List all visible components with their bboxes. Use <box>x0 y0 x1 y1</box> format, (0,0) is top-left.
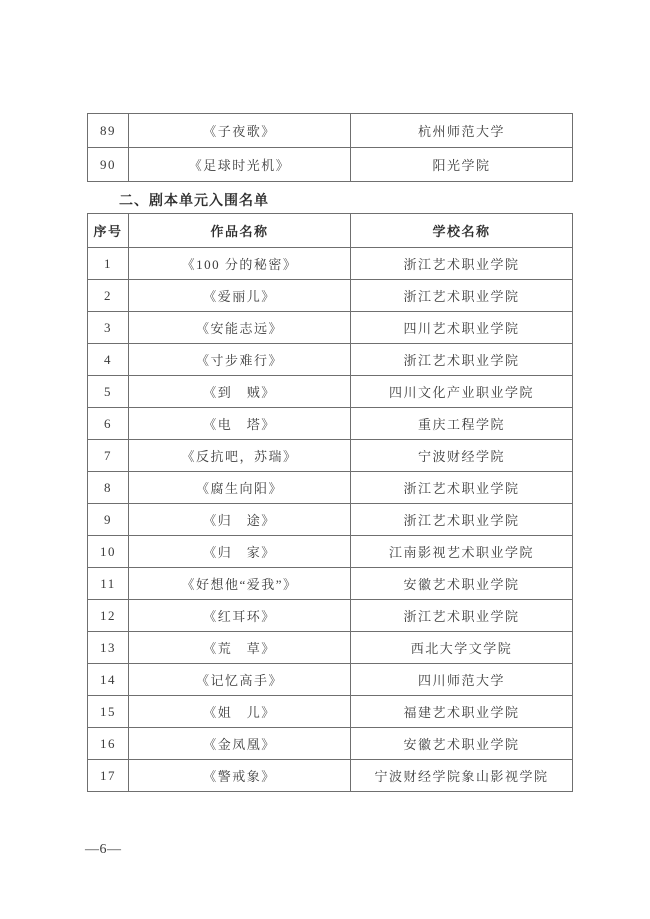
school-name: 阳光学院 <box>351 148 573 182</box>
section-title: 二、剧本单元入围名单 <box>119 194 269 209</box>
school-name: 四川文化产业职业学院 <box>351 376 573 408</box>
school-name: 四川师范大学 <box>351 664 573 696</box>
school-name: 福建艺术职业学院 <box>351 696 573 728</box>
header-no: 序号 <box>88 214 129 248</box>
work-title: 《到 贼》 <box>129 376 351 408</box>
row-number: 2 <box>88 280 129 312</box>
table-row <box>88 114 573 148</box>
school-name: 宁波财经学院 <box>351 440 573 472</box>
row-number: 1 <box>88 248 129 280</box>
school-name: 安徽艺术职业学院 <box>351 728 573 760</box>
table-row <box>88 536 573 568</box>
school-name: 浙江艺术职业学院 <box>351 280 573 312</box>
table-row <box>88 408 573 440</box>
work-title: 《归 途》 <box>129 504 351 536</box>
row-number: 3 <box>88 312 129 344</box>
work-title: 《红耳环》 <box>129 600 351 632</box>
row-number: 10 <box>88 536 129 568</box>
work-title: 《金凤凰》 <box>129 728 351 760</box>
work-title: 《足球时光机》 <box>129 148 351 182</box>
page-number: —6— <box>85 842 122 857</box>
work-title: 《荒 草》 <box>129 632 351 664</box>
work-title: 《电 塔》 <box>129 408 351 440</box>
row-number: 5 <box>88 376 129 408</box>
table-row <box>88 728 573 760</box>
work-title: 《记忆高手》 <box>129 664 351 696</box>
film-unit-table-tail <box>87 113 573 182</box>
header-title: 作品名称 <box>129 214 351 248</box>
row-number: 8 <box>88 472 129 504</box>
table-row <box>88 568 573 600</box>
school-name: 浙江艺术职业学院 <box>351 472 573 504</box>
table-row <box>88 440 573 472</box>
table-row <box>88 632 573 664</box>
row-number: 9 <box>88 504 129 536</box>
work-title: 《警戒象》 <box>129 760 351 792</box>
school-name: 西北大学文学院 <box>351 632 573 664</box>
row-number: 12 <box>88 600 129 632</box>
work-title: 《姐 儿》 <box>129 696 351 728</box>
table-row <box>88 696 573 728</box>
school-name: 重庆工程学院 <box>351 408 573 440</box>
row-number: 16 <box>88 728 129 760</box>
row-number: 89 <box>88 114 129 148</box>
table-row <box>88 600 573 632</box>
table-row <box>88 312 573 344</box>
work-title: 《安能志远》 <box>129 312 351 344</box>
work-title: 《100 分的秘密》 <box>129 248 351 280</box>
school-name: 浙江艺术职业学院 <box>351 600 573 632</box>
work-title: 《寸步难行》 <box>129 344 351 376</box>
table-row <box>88 760 573 792</box>
table-row <box>88 472 573 504</box>
work-title: 《子夜歌》 <box>129 114 351 148</box>
row-number: 90 <box>88 148 129 182</box>
school-name: 江南影视艺术职业学院 <box>351 536 573 568</box>
school-name: 杭州师范大学 <box>351 114 573 148</box>
school-name: 宁波财经学院象山影视学院 <box>351 760 573 792</box>
table-header-row <box>88 214 573 248</box>
work-title: 《爱丽儿》 <box>129 280 351 312</box>
table-row <box>88 376 573 408</box>
row-number: 14 <box>88 664 129 696</box>
table-row <box>88 344 573 376</box>
row-number: 13 <box>88 632 129 664</box>
script-unit-table <box>87 213 573 792</box>
row-number: 4 <box>88 344 129 376</box>
row-number: 11 <box>88 568 129 600</box>
work-title: 《好想他“爱我”》 <box>129 568 351 600</box>
row-number: 17 <box>88 760 129 792</box>
table-row <box>88 504 573 536</box>
school-name: 四川艺术职业学院 <box>351 312 573 344</box>
table-row <box>88 664 573 696</box>
table-row <box>88 280 573 312</box>
header-school: 学校名称 <box>351 214 573 248</box>
row-number: 7 <box>88 440 129 472</box>
school-name: 浙江艺术职业学院 <box>351 344 573 376</box>
school-name: 浙江艺术职业学院 <box>351 504 573 536</box>
row-number: 15 <box>88 696 129 728</box>
school-name: 浙江艺术职业学院 <box>351 248 573 280</box>
row-number: 6 <box>88 408 129 440</box>
work-title: 《归 家》 <box>129 536 351 568</box>
table-row <box>88 248 573 280</box>
table-row <box>88 148 573 182</box>
work-title: 《反抗吧，苏瑞》 <box>129 440 351 472</box>
work-title: 《腐生向阳》 <box>129 472 351 504</box>
school-name: 安徽艺术职业学院 <box>351 568 573 600</box>
